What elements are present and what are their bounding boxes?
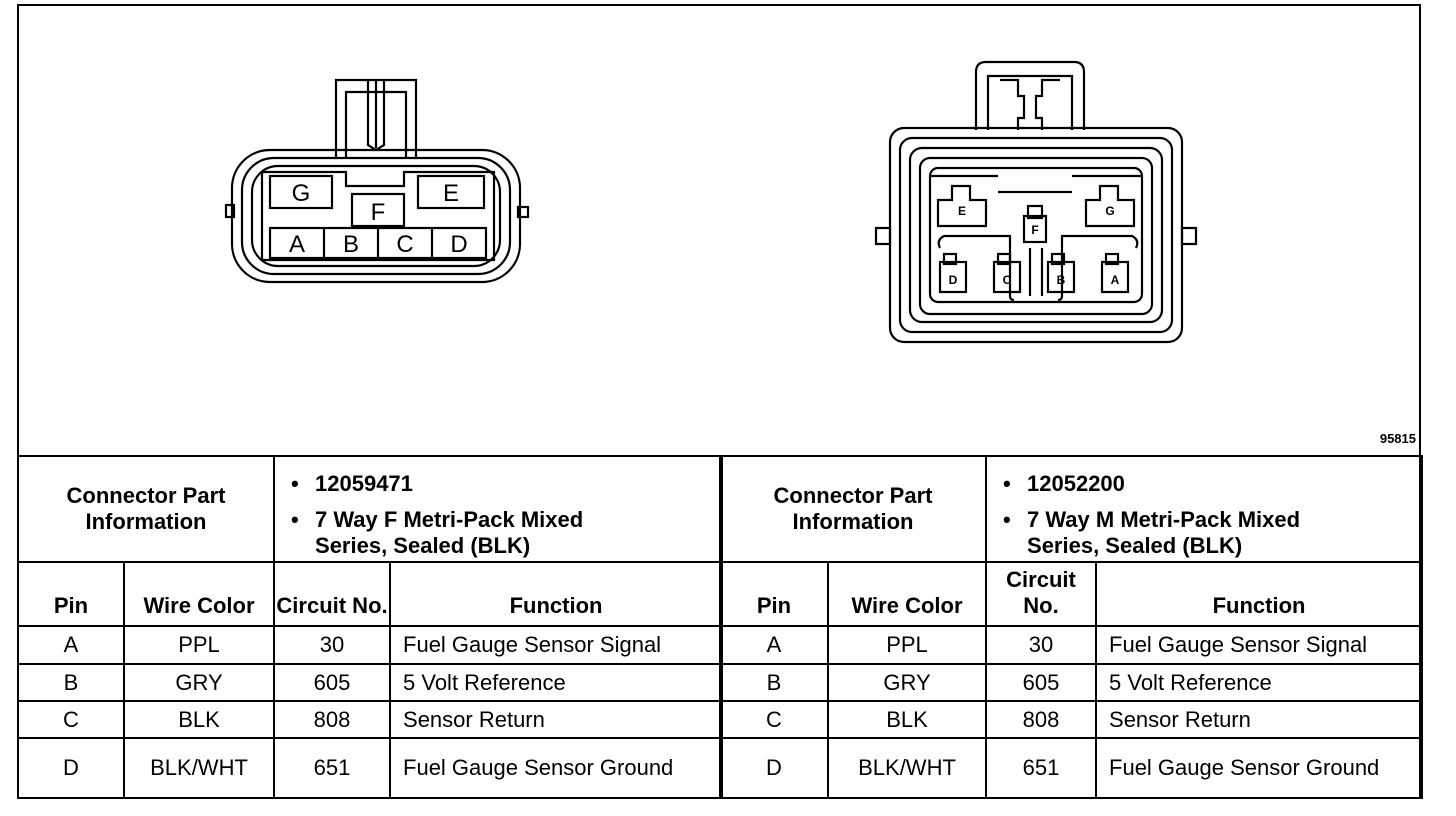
cell: Sensor Return: [1096, 701, 1422, 738]
cell: A: [720, 626, 828, 664]
pin-label: D: [948, 273, 958, 287]
cell: Sensor Return: [390, 701, 722, 738]
cell: 5 Volt Reference: [390, 664, 722, 701]
table-row: [18, 738, 722, 798]
figure-id: 95815: [1379, 431, 1416, 446]
table-row: [18, 626, 722, 664]
pin-label: G: [1105, 204, 1115, 218]
cell: BLK/WHT: [124, 738, 274, 798]
part-info-details: • 12052200 • 7 Way M Metri-Pack Mixed Series, Sealed (BLK): [986, 456, 1422, 562]
cell: 605: [274, 664, 390, 701]
pin-label: F: [370, 199, 386, 226]
cell: 808: [274, 701, 390, 738]
table-row: [720, 738, 1422, 798]
cell: Fuel Gauge Sensor Ground: [390, 738, 722, 798]
column-header: Wire Color: [828, 562, 986, 626]
table-row: [720, 664, 1422, 701]
cell: D: [720, 738, 828, 798]
cell: GRY: [828, 664, 986, 701]
cell: PPL: [124, 626, 274, 664]
cell: 5 Volt Reference: [1096, 664, 1422, 701]
pin-label: B: [342, 231, 360, 258]
female-connector-drawing: [226, 80, 528, 282]
column-header: Function: [1096, 562, 1422, 626]
table-row: [720, 701, 1422, 738]
column-header: Wire Color: [124, 562, 274, 626]
cell: 651: [986, 738, 1096, 798]
column-header: Pin: [18, 562, 124, 626]
part-description: 7 Way F Metri-Pack Mixed Series, Sealed (BLK): [315, 507, 584, 558]
part-number: 12052200: [1027, 471, 1125, 496]
cell: PPL: [828, 626, 986, 664]
cell: BLK: [124, 701, 274, 738]
cell: A: [18, 626, 124, 664]
part-description: 7 Way M Metri-Pack Mixed Series, Sealed (BLK): [1027, 507, 1301, 558]
part-info-details: • 12059471 • 7 Way F Metri-Pack Mixed Series, Sealed (BLK): [274, 456, 722, 562]
cell: C: [720, 701, 828, 738]
cell: 808: [986, 701, 1096, 738]
pin-label: D: [450, 231, 468, 258]
cell: Fuel Gauge Sensor Ground: [1096, 738, 1422, 798]
pin-label: A: [1110, 273, 1120, 287]
cell: Fuel Gauge Sensor Signal: [1096, 626, 1422, 664]
cell: GRY: [124, 664, 274, 701]
cell: 651: [274, 738, 390, 798]
cell: 30: [986, 626, 1096, 664]
table-row: [720, 626, 1422, 664]
part-number: 12059471: [315, 471, 413, 496]
pin-label: B: [1056, 273, 1066, 287]
column-header: Pin: [720, 562, 828, 626]
cell: D: [18, 738, 124, 798]
pin-label: C: [1002, 273, 1012, 287]
pin-label: A: [288, 231, 306, 258]
part-info-header: Connector Part Information: [720, 456, 986, 562]
pin-label: E: [957, 204, 967, 218]
column-header: Circuit No.: [274, 562, 390, 626]
cell: 605: [986, 664, 1096, 701]
part-info-header: Connector Part Information: [18, 456, 274, 562]
column-header: Function: [390, 562, 722, 626]
connector-table-right: [719, 455, 1423, 799]
male-connector-drawing: [876, 62, 1196, 342]
table-row: [18, 664, 722, 701]
cell: B: [18, 664, 124, 701]
cell: Fuel Gauge Sensor Signal: [390, 626, 722, 664]
cell: C: [18, 701, 124, 738]
pin-label: C: [396, 231, 414, 258]
cell: BLK/WHT: [828, 738, 986, 798]
pin-label: G: [291, 180, 311, 207]
cell: 30: [274, 626, 390, 664]
column-header: Circuit No.: [986, 562, 1096, 626]
pin-label: F: [1031, 223, 1039, 237]
pin-label: E: [442, 180, 460, 207]
connector-table-left: [17, 455, 723, 799]
cell: B: [720, 664, 828, 701]
table-row: [18, 701, 722, 738]
cell: BLK: [828, 701, 986, 738]
